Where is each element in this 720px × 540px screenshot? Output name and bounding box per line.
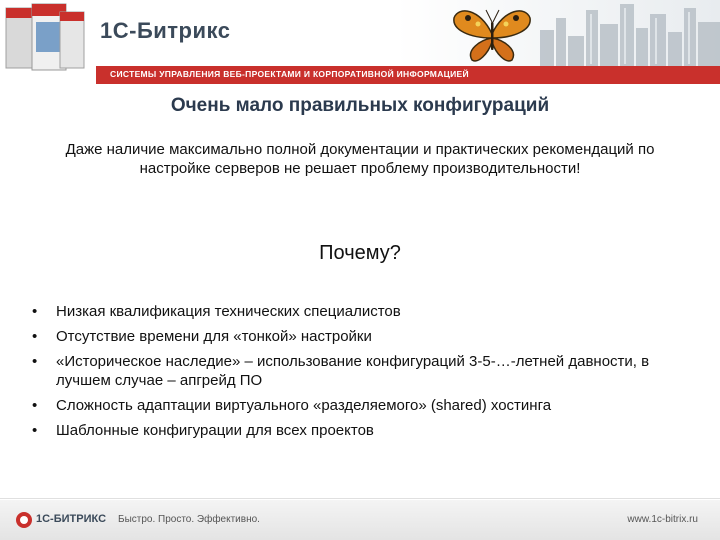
bullet-text: Шаблонные конфигурации для всех проектов <box>56 422 374 439</box>
bullet-item <box>30 396 690 415</box>
bullet-text: Сложность адаптации виртуального «разделяемого» (shared) хостинга <box>56 397 552 414</box>
footer-url[interactable]: www.1c-bitrix.ru <box>627 514 698 525</box>
bullet-text: «Историческое наследие» – использование конфигураций 3-5-…-летней давности, в лучшем случае – апгрейд ПО <box>56 353 650 389</box>
bullet-text: Низкая квалификация технических специалистов <box>56 303 401 320</box>
footer-logo: 1С-БИТРИКС <box>36 513 107 525</box>
bullet-dot: • <box>32 422 38 439</box>
slide-title: Очень мало правильных конфигураций <box>170 95 550 116</box>
tagline: СИСТЕМЫ УПРАВЛЕНИЯ ВЕБ-ПРОЕКТАМИ И КОРПОРАТИВНОЙ ИНФОРМАЦИЕЙ <box>110 69 469 79</box>
slide-header <box>0 0 720 90</box>
bullet-dot: • <box>32 353 38 370</box>
question-heading: Почему? <box>319 242 401 264</box>
bullet-item <box>30 327 690 346</box>
bullet-item <box>30 421 690 440</box>
product-boxes-icon <box>2 2 86 74</box>
bullet-dot: • <box>32 397 38 414</box>
footer-divider <box>0 498 720 499</box>
brand-logo: 1С-Битрикс <box>100 18 231 43</box>
bitrix-logo-icon <box>16 512 32 528</box>
bullet-text: Отсутствие времени для «тонкой» настройки <box>56 328 372 345</box>
intro-text: Даже наличие максимально полной документации и практических рекомендаций по настройке серверов не решает проблему производительности! <box>65 141 655 177</box>
slide-footer <box>0 500 720 540</box>
footer-slogan: Быстро. Просто. Эффективно. <box>118 514 260 525</box>
bullet-item <box>30 302 690 321</box>
bullet-dot: • <box>32 328 38 345</box>
bullet-dot: • <box>32 303 38 320</box>
bullet-list <box>30 302 690 446</box>
bullet-item <box>30 352 690 390</box>
butterfly-icon <box>450 4 535 66</box>
